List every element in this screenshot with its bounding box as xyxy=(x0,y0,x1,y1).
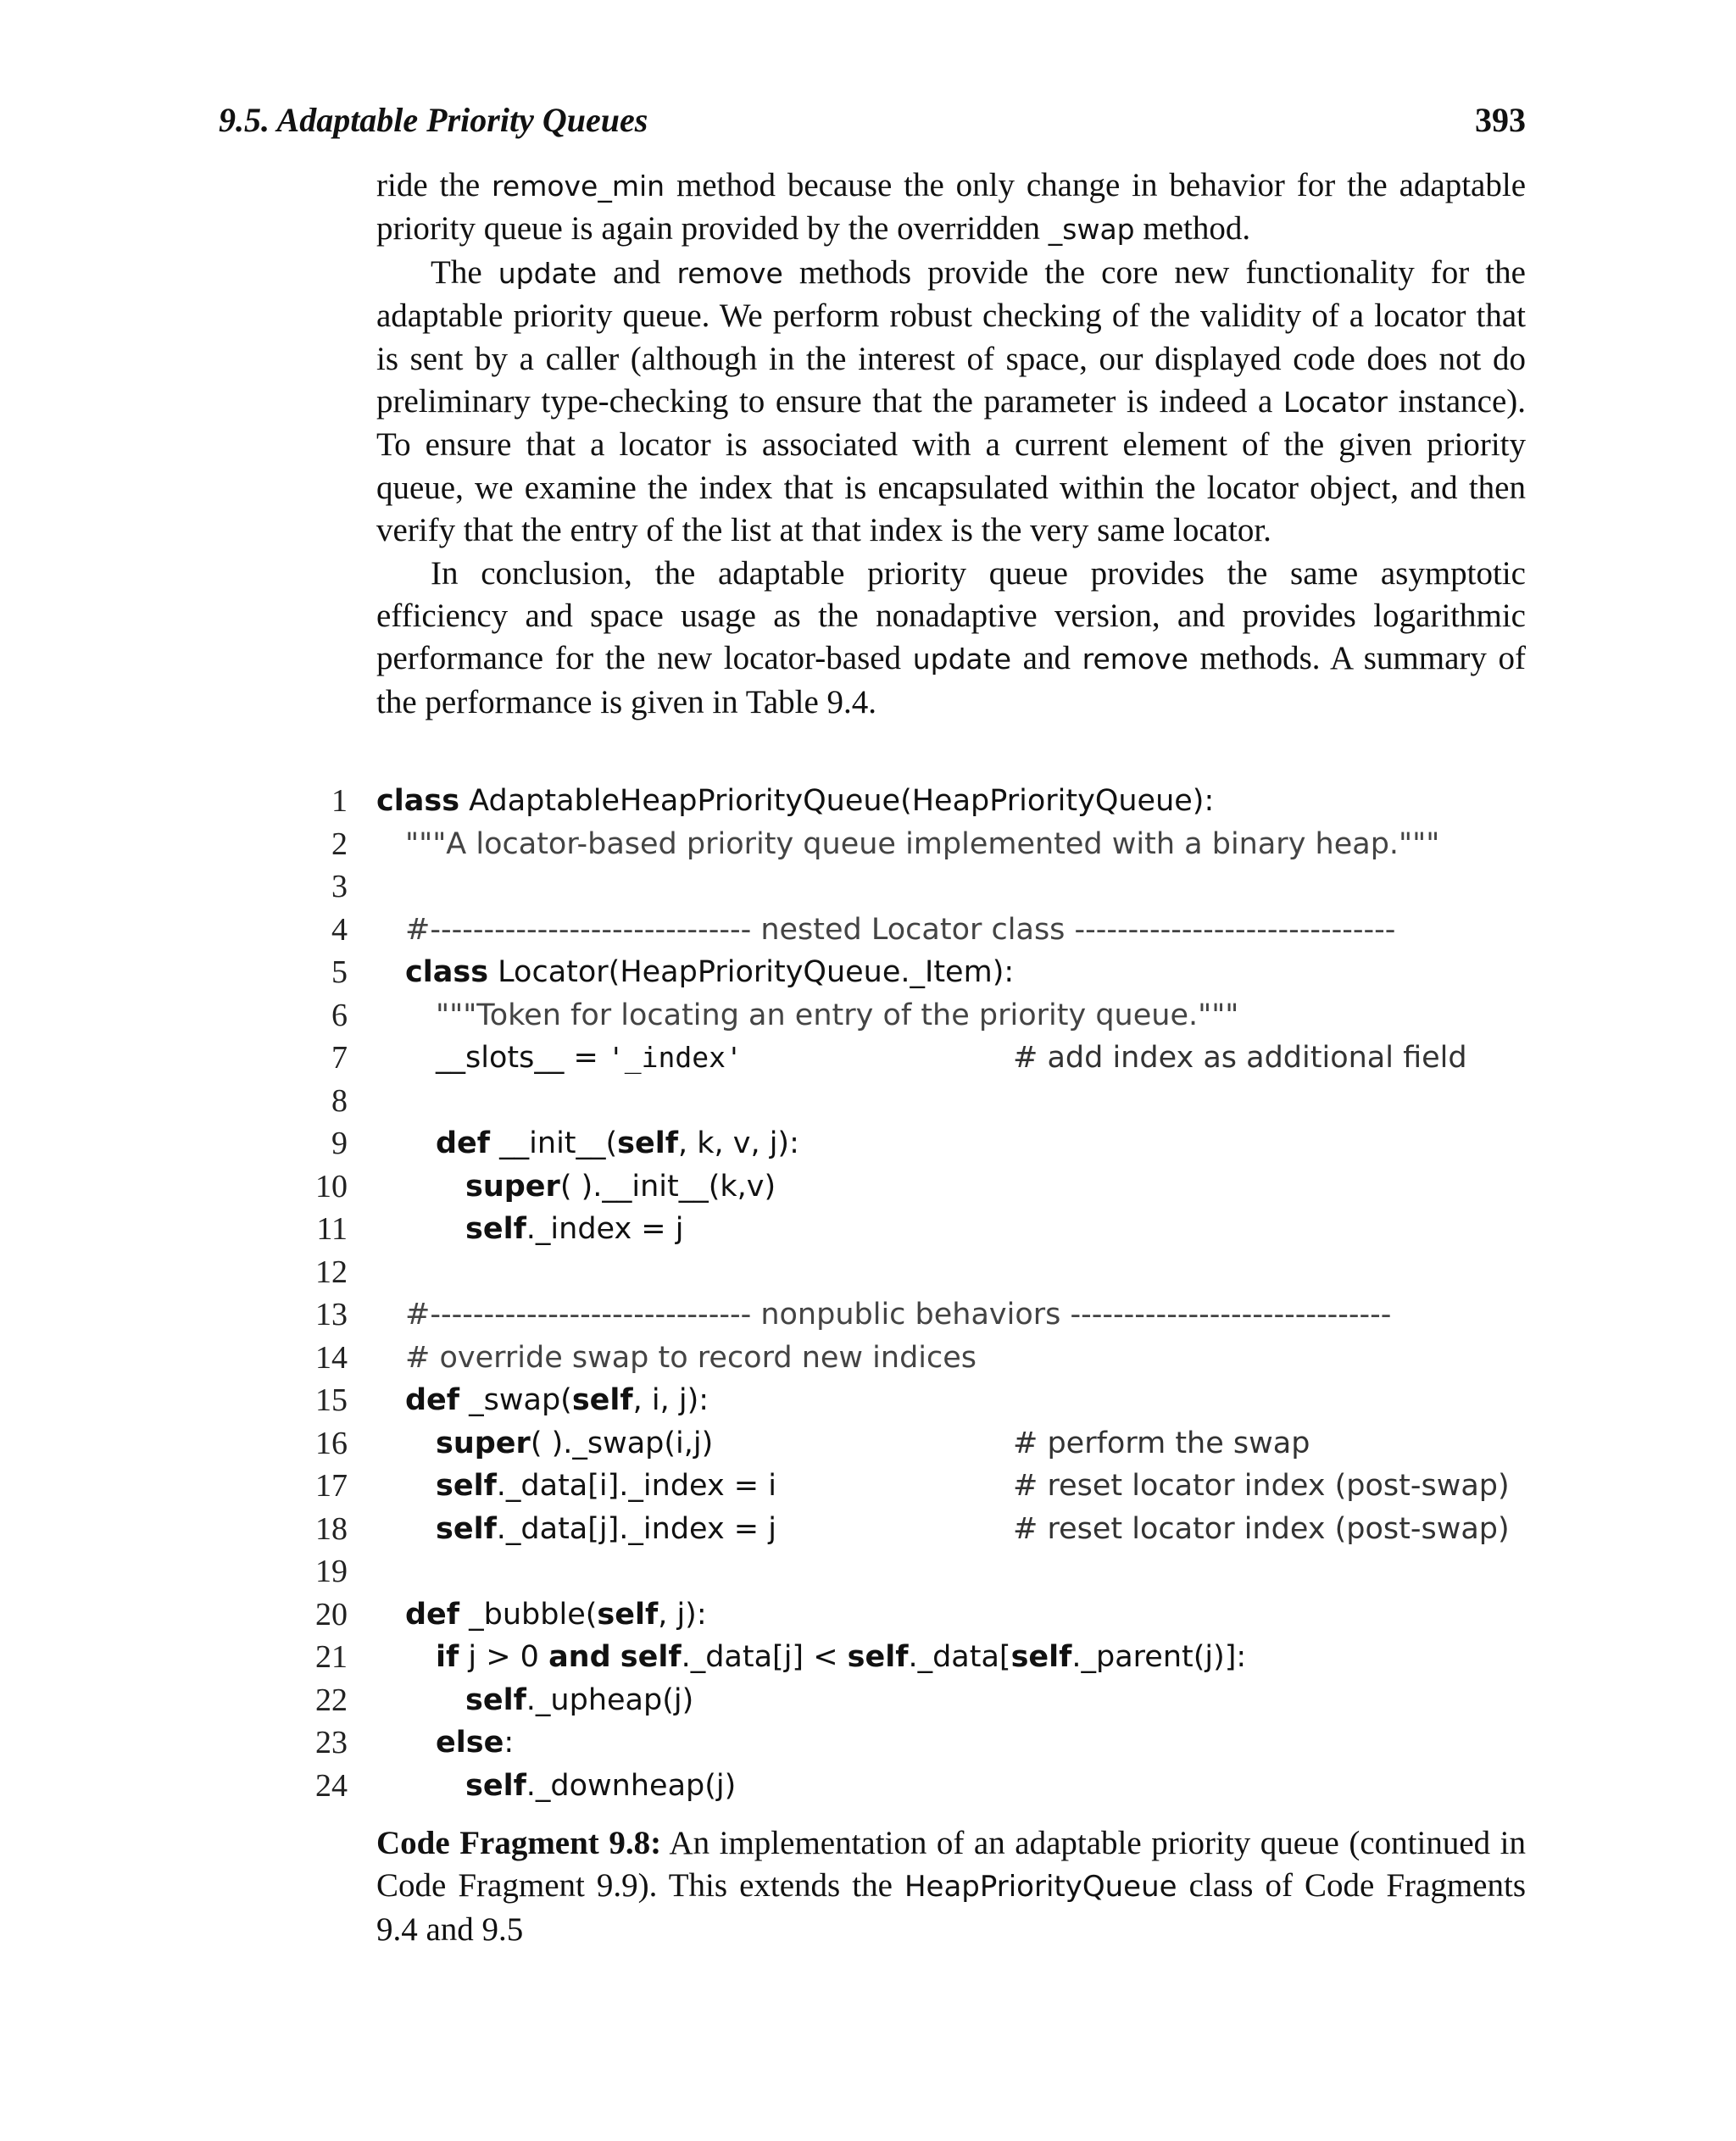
page-number: 393 xyxy=(1475,101,1526,139)
inline-code: HeapPriorityQueue xyxy=(904,1870,1177,1905)
inline-code: update xyxy=(912,642,1011,676)
code-caption: Code Fragment 9.8: An implementation of an adaptable priority queue (continued in Code Fragment 9.9). This extends the HeapPriorityQueue class of Code Fragments 9.4 and 9.5 xyxy=(376,1825,1527,1948)
code-comment: # add index as additional field xyxy=(1013,1041,1467,1075)
code-comment: # reset locator index (post-swap) xyxy=(1013,1469,1510,1503)
line-number: 14 xyxy=(315,1339,348,1376)
line-number: 21 xyxy=(315,1639,348,1675)
line-number: 10 xyxy=(315,1168,348,1204)
line-number: 1 xyxy=(331,783,348,819)
paragraph-2: The update and remove methods provide the core new functionality for the adaptable priority queue. We perform robust checking of the validity of a locator that is sent by a caller (although in the interest of space, our displayed code does not do preliminary type-checking to ensure that the parameter is indeed a Locator instance). To ensure that a locator is associated with a current element of the given priority queue, we examine the index that is encapsulated within the locator object, and then verify that the entry of the list at that index is the very same locator. xyxy=(376,253,1526,549)
line-number: 22 xyxy=(315,1682,348,1718)
line-number: 15 xyxy=(315,1382,348,1418)
line-number: 9 xyxy=(331,1126,348,1161)
line-number: 13 xyxy=(315,1297,348,1332)
inline-code: remove xyxy=(676,256,783,290)
book-page: 9.5. Adaptable Priority Queues 393 ride the remove_min method because the only change in behavior for the adaptable priority queue is again provided by the overridden _swap method. The update and remove methods provide the core new functionality for the adaptable priority queue. We perform robust checking of the validity of a locator that is sent by a caller (although in the interest of space, our displayed code does not do preliminary type-checking to ensure that the parameter is indeed a Locator instance). To ensure that a locator is associated with a current element of the given priority queue, we examine the index that is encapsulated within the locator object, and then verify that the entry of the list at that index is the very same locator. In conclusion, the adaptable priority queue provides the same asymptotic efficiency and space usage as the nonadaptive version, and provides logarithmic performance for the new locator-based update and remove methods. A summary of the performance is given in Table 9.4. 1 class AdaptableHeapPriorityQueue(HeapPriorityQueue): 2 """A locator-based priority queue implemented with a binary heap.""" 3 4 #------------------------------ nested Locator class ------------------------------ 5 class Locator(HeapPriorityQueue._Item): 6 """Token for locating an entry of the priority queue.""" 7 __slots__ = '_index' # add index as additional field 8 9 def __init__(self, k, v, j): 10 super( ).__init__(k,v) 11 self._index = j 12 13 #------------------------------ nonpublic behaviors ------------------------------ 14 # override swap to record new indices 15 def _swap(self, i, j): 16 super( )._swap(i,j) # perform the swap 17 self._data[i]._index = i # reset locator index (post-swap) 18 self._data[j]._index = j # reset locator index (post-swap) 19 20 def _bubble(self, j): 21 if j > 0 and self._data[j] < self._data[self._parent(j)]: 22 self._upheap(j) 23 else: 24 self._downheap(j) Code Fragment 9.8: An implementation of an adaptable priority queue (continued in Code Fragment 9.9). This extends the HeapPriorityQueue class of Code Fragments 9.4 and 9.5 xyxy=(0,0,1736,2141)
running-header xyxy=(219,100,1526,151)
line-number: 12 xyxy=(315,1254,348,1290)
line-number: 17 xyxy=(315,1468,348,1504)
line-number: 23 xyxy=(315,1725,348,1760)
body-text xyxy=(376,164,1526,724)
paragraph-1: ride the remove_min method because the only change in behavior for the adaptable priority queue is again provided by the overridden _swap method. xyxy=(376,167,1527,247)
inline-code: Locator xyxy=(1283,386,1388,420)
line-number: 2 xyxy=(331,826,348,862)
inline-code: remove_min xyxy=(492,170,665,203)
inline-code: update xyxy=(498,256,598,290)
line-number: 19 xyxy=(315,1554,348,1589)
line-number: 3 xyxy=(331,869,348,904)
line-number: 18 xyxy=(315,1510,348,1547)
line-number: 8 xyxy=(331,1082,348,1119)
line-number: 16 xyxy=(315,1425,348,1461)
line-number: 6 xyxy=(331,997,348,1033)
inline-code: _swap xyxy=(1048,213,1135,247)
inline-code: remove xyxy=(1082,642,1188,676)
line-number: 24 xyxy=(315,1767,348,1804)
line-number: 4 xyxy=(331,911,348,948)
line-number: 5 xyxy=(331,954,348,990)
section-title: 9.5. Adaptable Priority Queues xyxy=(219,101,648,139)
paragraph-3: In conclusion, the adaptable priority queue provides the same asymptotic efficiency and space usage as the nonadaptive version, and provides logarithmic performance for the new locator-based update and remove methods. A summary of the performance is given in Table 9.4. xyxy=(376,554,1527,720)
code-comment: # reset locator index (post-swap) xyxy=(1013,1511,1510,1546)
line-number: 7 xyxy=(331,1040,348,1076)
line-number: 20 xyxy=(315,1596,348,1632)
code-comment: # perform the swap xyxy=(1013,1426,1310,1460)
line-number: 11 xyxy=(316,1211,348,1247)
caption-label: Code Fragment 9.8: xyxy=(376,1825,662,1861)
